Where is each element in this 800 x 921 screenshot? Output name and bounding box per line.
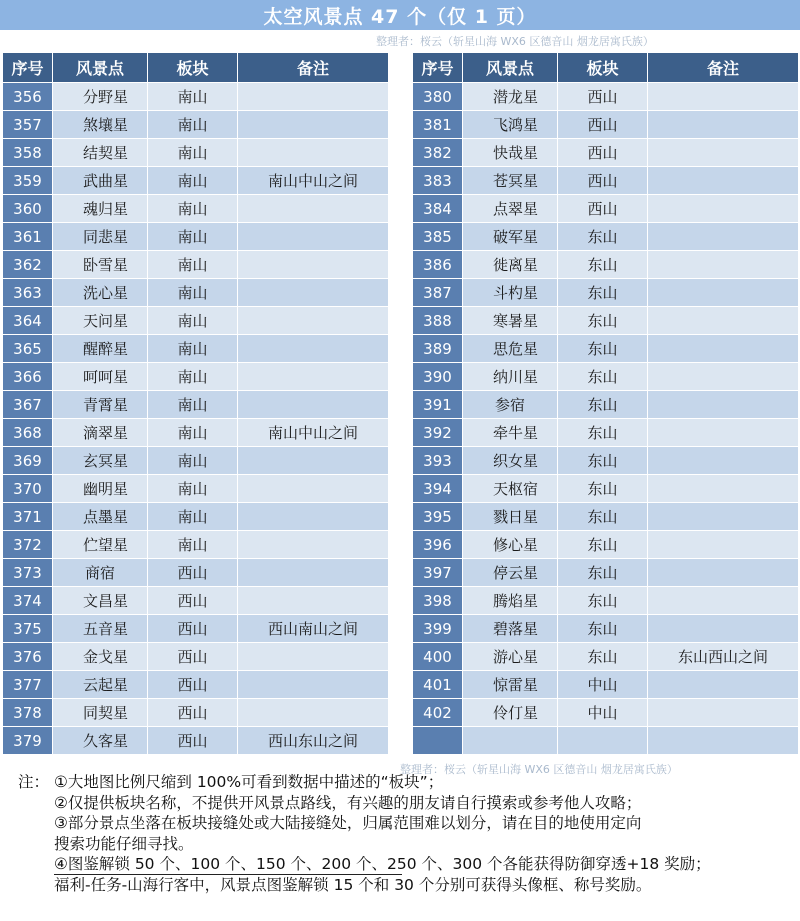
row-note — [648, 699, 799, 727]
row-note — [648, 251, 799, 279]
row-scenic-name: 天问星 — [53, 307, 148, 335]
row-area: 西山 — [148, 671, 238, 699]
row-scenic-name: 伫望星 — [53, 531, 148, 559]
table-row — [413, 139, 799, 167]
row-area: 西山 — [148, 587, 238, 615]
table-row — [413, 615, 799, 643]
row-scenic-name: 参宿 — [463, 391, 558, 419]
row-scenic-name — [463, 727, 558, 755]
row-index: 402 — [413, 699, 463, 727]
row-index: 392 — [413, 419, 463, 447]
note-line-2: ②仅提供板块名称，不提供开风景点路线，有兴趣的朋友请自行摸索或参考他人攻略； — [54, 793, 642, 812]
table-row — [3, 587, 389, 615]
row-index: 368 — [3, 419, 53, 447]
row-note — [238, 643, 389, 671]
row-index: 384 — [413, 195, 463, 223]
row-index: 400 — [413, 643, 463, 671]
row-note — [238, 503, 389, 531]
row-note — [238, 83, 389, 111]
row-area: 南山 — [148, 363, 238, 391]
header-area: 板块 — [148, 53, 238, 83]
note-prefix: 注： — [18, 773, 50, 791]
row-note — [238, 587, 389, 615]
table-row — [413, 419, 799, 447]
row-index: 379 — [3, 727, 53, 755]
row-index: 372 — [3, 531, 53, 559]
row-index: 378 — [3, 699, 53, 727]
table-row — [3, 223, 389, 251]
row-area: 东山 — [558, 643, 648, 671]
row-area: 东山 — [558, 615, 648, 643]
table-row — [3, 391, 389, 419]
table-row — [413, 363, 799, 391]
row-note — [648, 391, 799, 419]
table-row — [413, 727, 799, 755]
row-note — [648, 531, 799, 559]
row-scenic-name: 洗心星 — [53, 279, 148, 307]
row-index: 381 — [413, 111, 463, 139]
row-scenic-name: 游心星 — [463, 643, 558, 671]
row-note — [648, 139, 799, 167]
row-index: 399 — [413, 615, 463, 643]
row-scenic-name: 结契星 — [53, 139, 148, 167]
row-index: 374 — [3, 587, 53, 615]
row-area: 东山 — [558, 559, 648, 587]
table-row — [413, 531, 799, 559]
header-name: 风景点 — [53, 53, 148, 83]
row-scenic-name: 点翠星 — [463, 195, 558, 223]
row-area: 南山 — [148, 111, 238, 139]
row-area: 西山 — [558, 111, 648, 139]
table-row — [3, 643, 389, 671]
row-area: 东山 — [558, 223, 648, 251]
row-scenic-name: 魂归星 — [53, 195, 148, 223]
row-scenic-name: 思危星 — [463, 335, 558, 363]
row-index: 375 — [3, 615, 53, 643]
table-row — [3, 307, 389, 335]
table-row — [3, 195, 389, 223]
row-scenic-name: 停云星 — [463, 559, 558, 587]
row-index: 359 — [3, 167, 53, 195]
row-area: 南山 — [148, 307, 238, 335]
row-index: 360 — [3, 195, 53, 223]
row-area — [558, 727, 648, 755]
table-row — [3, 671, 389, 699]
row-area: 南山 — [148, 167, 238, 195]
table-row — [413, 559, 799, 587]
table-header-row — [413, 53, 799, 83]
row-index — [413, 727, 463, 755]
note-line-6: 福利-任务-山海行客中，风景点图鉴解锁 15 个和 30 个分别可获得头像框、称号奖励。 — [54, 875, 652, 894]
row-index: 373 — [3, 559, 53, 587]
note-line-1 — [18, 772, 798, 793]
row-note — [238, 531, 389, 559]
row-note — [648, 279, 799, 307]
note-line-4: 搜索功能仔细寻找。 — [54, 834, 194, 853]
row-area: 中山 — [558, 671, 648, 699]
table-row — [3, 139, 389, 167]
note-text-1: ①大地图比例尺缩到 100%可看到数据中描述的“板块”； — [54, 773, 444, 791]
row-note — [648, 363, 799, 391]
row-index: 385 — [413, 223, 463, 251]
row-index: 388 — [413, 307, 463, 335]
table-row — [413, 83, 799, 111]
table-row — [413, 447, 799, 475]
row-area: 南山 — [148, 503, 238, 531]
table-header-row — [3, 53, 389, 83]
row-index: 362 — [3, 251, 53, 279]
row-area: 西山 — [558, 83, 648, 111]
row-note — [648, 475, 799, 503]
table-row — [413, 307, 799, 335]
row-area: 西山 — [148, 699, 238, 727]
row-note — [238, 699, 389, 727]
row-index: 367 — [3, 391, 53, 419]
table-row — [3, 727, 389, 755]
row-index: 361 — [3, 223, 53, 251]
row-scenic-name: 玄冥星 — [53, 447, 148, 475]
header-area: 板块 — [558, 53, 648, 83]
row-area: 南山 — [148, 419, 238, 447]
row-note — [238, 559, 389, 587]
row-scenic-name: 煞壤星 — [53, 111, 148, 139]
row-index: 371 — [3, 503, 53, 531]
row-index: 380 — [413, 83, 463, 111]
scenic-table-right — [412, 52, 799, 755]
row-index: 394 — [413, 475, 463, 503]
row-index: 387 — [413, 279, 463, 307]
scenic-table-left — [2, 52, 389, 755]
row-scenic-name: 快哉星 — [463, 139, 558, 167]
table-row — [413, 587, 799, 615]
table-row — [3, 111, 389, 139]
row-index: 393 — [413, 447, 463, 475]
row-area: 南山 — [148, 335, 238, 363]
row-note — [238, 307, 389, 335]
row-index: 370 — [3, 475, 53, 503]
row-index: 358 — [3, 139, 53, 167]
row-note — [648, 727, 799, 755]
row-note: 西山南山之间 — [238, 615, 389, 643]
table-row — [413, 391, 799, 419]
row-area: 东山 — [558, 475, 648, 503]
table-row — [3, 83, 389, 111]
row-scenic-name: 同契星 — [53, 699, 148, 727]
table-row — [3, 475, 389, 503]
row-scenic-name: 滴翠星 — [53, 419, 148, 447]
row-area: 东山 — [558, 363, 648, 391]
row-index: 401 — [413, 671, 463, 699]
row-scenic-name: 伶仃星 — [463, 699, 558, 727]
row-note — [238, 475, 389, 503]
row-scenic-name: 斗杓星 — [463, 279, 558, 307]
row-scenic-name: 飞鸿星 — [463, 111, 558, 139]
table-row — [413, 167, 799, 195]
row-scenic-name: 戮日星 — [463, 503, 558, 531]
table-row — [3, 615, 389, 643]
row-scenic-name: 分野星 — [53, 83, 148, 111]
row-note — [238, 363, 389, 391]
row-scenic-name: 商宿 — [53, 559, 148, 587]
row-scenic-name: 织女星 — [463, 447, 558, 475]
row-note: 西山东山之间 — [238, 727, 389, 755]
row-area: 南山 — [148, 391, 238, 419]
row-note — [648, 195, 799, 223]
row-area: 东山 — [558, 503, 648, 531]
table-row — [3, 699, 389, 727]
row-note: 东山西山之间 — [648, 643, 799, 671]
row-scenic-name: 腾焰星 — [463, 587, 558, 615]
row-note — [238, 279, 389, 307]
row-note: 南山中山之间 — [238, 419, 389, 447]
row-index: 396 — [413, 531, 463, 559]
row-scenic-name: 牵牛星 — [463, 419, 558, 447]
table-row — [3, 167, 389, 195]
row-note — [238, 671, 389, 699]
row-index: 377 — [3, 671, 53, 699]
row-scenic-name: 破军星 — [463, 223, 558, 251]
row-scenic-name: 五音星 — [53, 615, 148, 643]
row-scenic-name: 金戈星 — [53, 643, 148, 671]
row-index: 391 — [413, 391, 463, 419]
table-row — [413, 223, 799, 251]
row-note — [648, 223, 799, 251]
row-index: 395 — [413, 503, 463, 531]
row-index: 383 — [413, 167, 463, 195]
table-row — [413, 279, 799, 307]
row-scenic-name: 修心星 — [463, 531, 558, 559]
page-title: 太空风景点 47 个（仅 1 页） — [0, 0, 800, 30]
table-row — [413, 251, 799, 279]
notes-section — [18, 772, 798, 895]
row-scenic-name: 苍冥星 — [463, 167, 558, 195]
row-area: 南山 — [148, 475, 238, 503]
table-row — [3, 447, 389, 475]
row-area: 南山 — [148, 251, 238, 279]
row-scenic-name: 呵呵星 — [53, 363, 148, 391]
header-note: 备注 — [238, 53, 389, 83]
table-row — [3, 335, 389, 363]
row-area: 南山 — [148, 223, 238, 251]
row-note — [648, 83, 799, 111]
row-area: 东山 — [558, 335, 648, 363]
row-scenic-name: 纳川星 — [463, 363, 558, 391]
row-area: 东山 — [558, 279, 648, 307]
row-scenic-name: 云起星 — [53, 671, 148, 699]
note-line-5: ④图鉴解锁 50 个、100 个、150 个、200 个、250 个、300 个各能获得防御穿透+18 奖励； — [54, 855, 711, 873]
row-scenic-name: 惊雷星 — [463, 671, 558, 699]
row-note — [648, 671, 799, 699]
row-index: 397 — [413, 559, 463, 587]
row-index: 356 — [3, 83, 53, 111]
notes-divider — [54, 874, 402, 875]
table-row — [413, 671, 799, 699]
table-row — [413, 111, 799, 139]
row-note: 南山中山之间 — [238, 167, 389, 195]
table-row — [3, 531, 389, 559]
table-row — [413, 503, 799, 531]
row-scenic-name: 天枢宿 — [463, 475, 558, 503]
row-index: 357 — [3, 111, 53, 139]
row-note — [648, 503, 799, 531]
row-area: 南山 — [148, 447, 238, 475]
table-row — [3, 419, 389, 447]
row-note — [648, 335, 799, 363]
row-area: 西山 — [558, 195, 648, 223]
row-scenic-name: 寒暑星 — [463, 307, 558, 335]
row-area: 西山 — [148, 559, 238, 587]
table-row — [413, 699, 799, 727]
row-area: 南山 — [148, 531, 238, 559]
row-area: 东山 — [558, 307, 648, 335]
row-index: 366 — [3, 363, 53, 391]
header-index: 序号 — [3, 53, 53, 83]
table-row — [413, 643, 799, 671]
row-scenic-name: 点墨星 — [53, 503, 148, 531]
row-note — [648, 447, 799, 475]
row-area: 东山 — [558, 391, 648, 419]
table-row — [3, 251, 389, 279]
row-area: 东山 — [558, 531, 648, 559]
row-area: 西山 — [148, 643, 238, 671]
row-note — [238, 223, 389, 251]
row-index: 376 — [3, 643, 53, 671]
row-area: 东山 — [558, 587, 648, 615]
row-area: 中山 — [558, 699, 648, 727]
row-note — [648, 167, 799, 195]
row-area: 南山 — [148, 195, 238, 223]
row-index: 382 — [413, 139, 463, 167]
row-index: 369 — [3, 447, 53, 475]
header-note: 备注 — [648, 53, 799, 83]
row-note — [648, 111, 799, 139]
row-scenic-name: 潜龙星 — [463, 83, 558, 111]
row-index: 390 — [413, 363, 463, 391]
row-scenic-name: 卧雪星 — [53, 251, 148, 279]
row-index: 365 — [3, 335, 53, 363]
row-note — [238, 139, 389, 167]
row-area: 西山 — [558, 167, 648, 195]
row-note — [238, 251, 389, 279]
row-area: 西山 — [148, 615, 238, 643]
credit-watermark-top: 整理者：桜云（斩星山海 WX6 区德音山 烟龙居寓氏族） — [376, 35, 654, 48]
row-index: 364 — [3, 307, 53, 335]
row-note — [648, 587, 799, 615]
row-area: 东山 — [558, 419, 648, 447]
table-row — [413, 335, 799, 363]
table-row — [413, 475, 799, 503]
row-scenic-name: 文昌星 — [53, 587, 148, 615]
row-scenic-name: 久客星 — [53, 727, 148, 755]
row-area: 南山 — [148, 139, 238, 167]
row-note — [648, 307, 799, 335]
table-row — [3, 559, 389, 587]
row-note — [648, 559, 799, 587]
row-index: 398 — [413, 587, 463, 615]
row-scenic-name: 青霄星 — [53, 391, 148, 419]
row-scenic-name: 幽明星 — [53, 475, 148, 503]
row-scenic-name: 醒醉星 — [53, 335, 148, 363]
credit-watermark-bottom: 整理者：桜云（斩星山海 WX6 区德音山 烟龙居寓氏族） — [400, 763, 678, 776]
header-index: 序号 — [413, 53, 463, 83]
row-scenic-name: 徙离星 — [463, 251, 558, 279]
row-area: 南山 — [148, 83, 238, 111]
row-index: 386 — [413, 251, 463, 279]
row-area: 东山 — [558, 251, 648, 279]
table-row — [3, 503, 389, 531]
row-note — [238, 447, 389, 475]
table-row — [3, 279, 389, 307]
row-note — [238, 335, 389, 363]
row-index: 363 — [3, 279, 53, 307]
row-note — [648, 615, 799, 643]
row-area: 东山 — [558, 447, 648, 475]
table-row — [413, 195, 799, 223]
row-scenic-name: 同悲星 — [53, 223, 148, 251]
table-row — [3, 363, 389, 391]
row-note — [648, 419, 799, 447]
row-note — [238, 391, 389, 419]
row-note — [238, 111, 389, 139]
row-area: 西山 — [558, 139, 648, 167]
note-line-3: ③部分景点坐落在板块接缝处或大陆接缝处，归属范围难以划分，请在目的地使用定向 — [54, 814, 642, 832]
row-scenic-name: 碧落星 — [463, 615, 558, 643]
row-index: 389 — [413, 335, 463, 363]
row-note — [238, 195, 389, 223]
header-name: 风景点 — [463, 53, 558, 83]
row-area: 南山 — [148, 279, 238, 307]
row-scenic-name: 武曲星 — [53, 167, 148, 195]
row-area: 西山 — [148, 727, 238, 755]
